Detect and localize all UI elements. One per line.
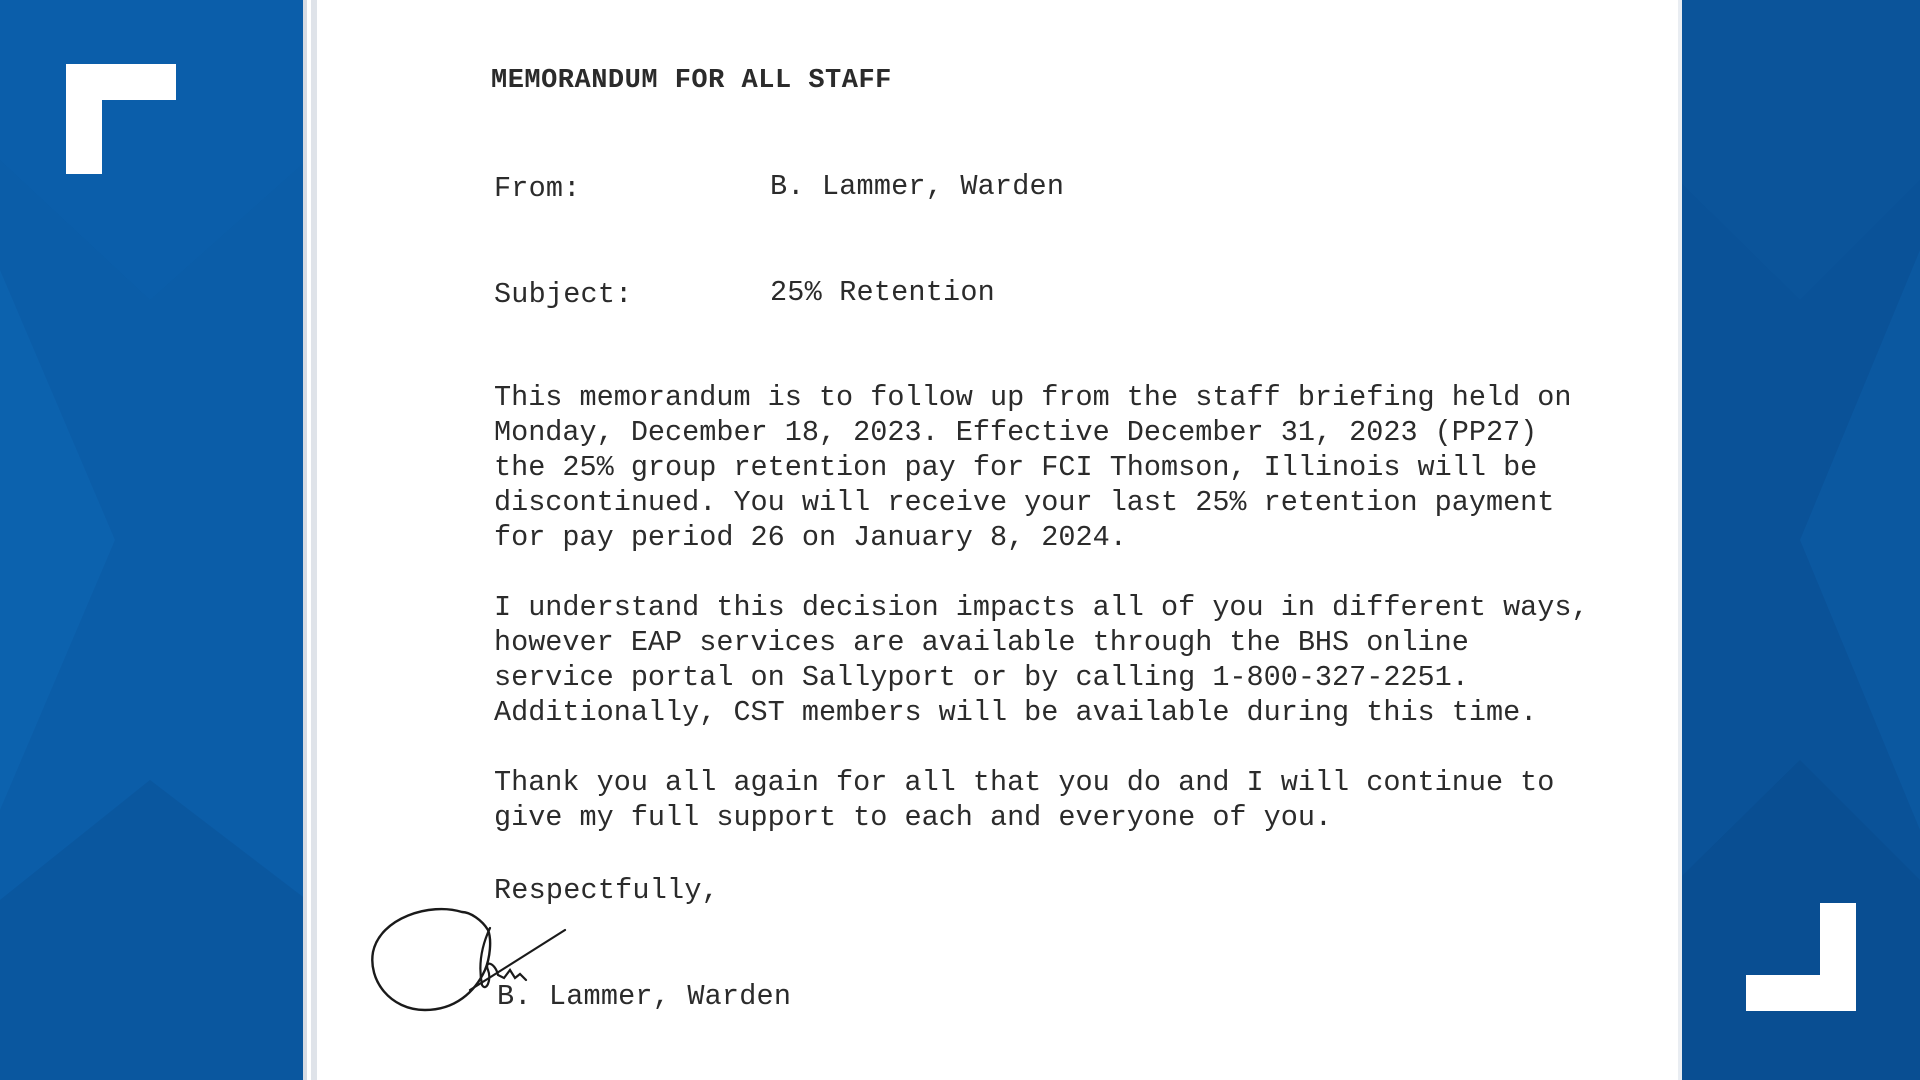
bottom-right-corner-bracket [1746,903,1856,1011]
top-left-corner-bracket [66,64,176,174]
closing: Respectfully, [494,874,719,907]
bracket-bar [1820,903,1856,1011]
memo-paragraph-3: Thank you all again for all that you do and I will continue to give my full support to each and everyone of you. [494,766,1555,834]
subject-label: Subject: [494,278,633,311]
from-value: B. Lammer, Warden [770,170,1065,203]
memo-paragraph-1: This memorandum is to follow up from the staff briefing held on Monday, December 18, 2023. Effective December 31, 2023 (PP27) the 25% group retention pay for FCI Thomson, Illinois will be discontinued. You will receive your last 25% retention payment for pay period 26 on January 8, 2024. [494,381,1572,554]
memo-paragraph-2: I understand this decision impacts all of you in different ways, however EAP services are available through the BHS online service portal on Sallyport or by calling 1-800-327-2251. Additionally, CST members will be available during this time. [494,591,1589,729]
bracket-bar [66,64,102,174]
subject-value: 25% Retention [770,276,995,309]
from-label: From: [494,172,581,205]
paper-edge [311,0,317,1080]
memo-title: MEMORANDUM FOR ALL STAFF [491,66,892,96]
signature-name: B. Lammer, Warden [497,980,792,1013]
